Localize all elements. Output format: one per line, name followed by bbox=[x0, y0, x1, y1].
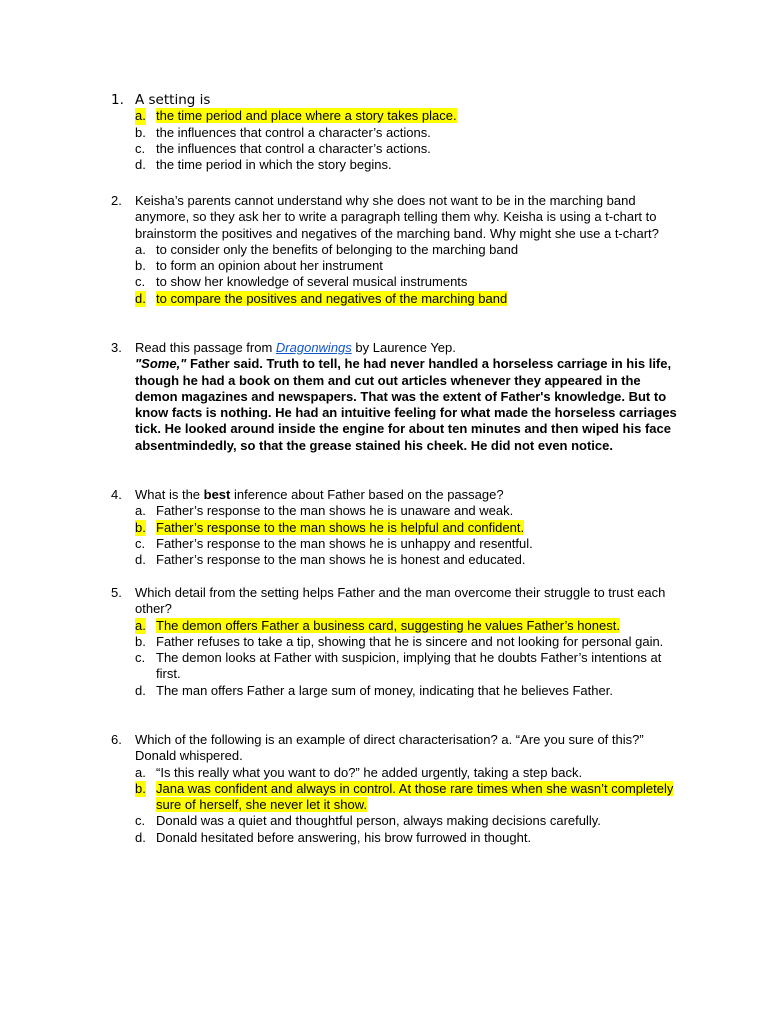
option-b bbox=[135, 781, 681, 814]
stem-text: What is the bbox=[135, 487, 204, 502]
stem-text-end: inference about Father based on the passage? bbox=[230, 487, 504, 502]
intro-text-author: by Laurence Yep. bbox=[351, 340, 456, 355]
option-list bbox=[135, 242, 681, 307]
question-stem bbox=[135, 340, 681, 356]
option-letter: d. bbox=[135, 829, 146, 845]
option-text: to show her knowledge of several musical instruments bbox=[156, 274, 468, 290]
option-text: Father’s response to the man shows he is unaware and weak. bbox=[156, 503, 514, 519]
option-letter: a. bbox=[135, 617, 146, 633]
option-b bbox=[135, 258, 681, 274]
question-number: 6. bbox=[111, 732, 122, 747]
option-d bbox=[135, 552, 681, 568]
option-a bbox=[135, 765, 681, 781]
intro-text: Read this passage from bbox=[135, 340, 276, 355]
option-text: Father’s response to the man shows he is helpful and confident. bbox=[156, 519, 525, 535]
option-letter: b. bbox=[135, 258, 146, 274]
option-c bbox=[135, 274, 681, 290]
option-b bbox=[135, 125, 681, 141]
option-letter: a. bbox=[135, 108, 146, 124]
option-letter: d. bbox=[135, 552, 146, 568]
option-list bbox=[135, 765, 681, 846]
question-number: 5. bbox=[111, 585, 122, 600]
option-letter: a. bbox=[135, 503, 146, 519]
passage-quote: "Some," bbox=[135, 356, 187, 372]
passage bbox=[135, 356, 681, 454]
question-stem bbox=[135, 487, 681, 503]
passage-text: Father said. Truth to tell, he had never handled a horseless carriage in his life, though he had a book on them and cut out articles whenever they appeared in the demon magazines and newspapers. That was the extent of Father's knowledge. But to know facts is nothing. He had an intuitive feeling for what made the horseless carriages tick. He looked around inside the engine for about ten minutes and then wiped his face absentmindedly, so that the grease stained his cheek. He did not even notice. bbox=[135, 356, 677, 453]
option-text: to form an opinion about her instrument bbox=[156, 258, 383, 274]
option-letter: d. bbox=[135, 290, 146, 306]
option-letter: c. bbox=[135, 140, 146, 156]
option-text: The demon offers Father a business card, suggesting he values Father’s honest. bbox=[156, 617, 620, 633]
question-6 bbox=[111, 732, 681, 846]
question-stem: Which of the following is an example of direct characterisation? a. “Are you sure of this?” Donald whispered. bbox=[135, 732, 644, 764]
stem-emphasis: best bbox=[203, 487, 231, 502]
option-letter: d. bbox=[135, 682, 146, 698]
option-c bbox=[135, 536, 681, 552]
option-a bbox=[135, 503, 681, 519]
question-number: 2. bbox=[111, 193, 122, 208]
option-letter: c. bbox=[135, 813, 146, 829]
option-list bbox=[135, 503, 681, 568]
question-5 bbox=[111, 585, 681, 699]
option-d bbox=[135, 157, 681, 173]
question-stem: Keisha’s parents cannot understand why she does not want to be in the marching band anymore, so they ask her to write a paragraph telling them why. Keisha is using a t-chart to brainstorm the positives and negatives of the marching band. Why might she use a t-chart? bbox=[135, 193, 659, 241]
option-letter: b. bbox=[135, 124, 146, 140]
option-letter: b. bbox=[135, 519, 146, 535]
option-d bbox=[135, 291, 681, 307]
option-text: the influences that control a character’s actions. bbox=[156, 140, 431, 156]
option-list bbox=[135, 108, 681, 173]
option-text: Jana was confident and always in control. At those rare times when she wasn’t completely sure of herself, she never let it show. bbox=[156, 780, 674, 813]
option-letter: d. bbox=[135, 157, 146, 173]
option-text: The demon looks at Father with suspicion, implying that he doubts Father’s intentions at first. bbox=[156, 650, 662, 682]
option-c bbox=[135, 141, 681, 157]
option-text: the time period in which the story begins. bbox=[156, 157, 392, 173]
option-text: the influences that control a character’s actions. bbox=[156, 124, 431, 140]
option-b bbox=[135, 634, 681, 650]
option-letter: c. bbox=[135, 274, 146, 290]
option-a bbox=[135, 108, 681, 124]
option-d bbox=[135, 830, 681, 846]
option-text: the time period and place where a story takes place. bbox=[156, 108, 457, 124]
question-3 bbox=[111, 340, 681, 454]
option-text: to consider only the benefits of belonging to the marching band bbox=[156, 241, 519, 257]
option-letter: a. bbox=[135, 241, 146, 257]
question-number: 3. bbox=[111, 340, 122, 355]
question-1 bbox=[111, 92, 681, 173]
option-d bbox=[135, 683, 681, 699]
option-list bbox=[135, 618, 681, 699]
question-4 bbox=[111, 487, 681, 568]
option-c bbox=[135, 813, 681, 829]
option-text: Donald was a quiet and thoughtful person, always making decisions carefully. bbox=[156, 813, 601, 829]
option-text: The man offers Father a large sum of money, indicating that he believes Father. bbox=[156, 682, 613, 698]
question-number: 1. bbox=[111, 92, 124, 108]
option-letter: c. bbox=[135, 535, 146, 551]
option-letter: a. bbox=[135, 764, 146, 780]
option-text: to compare the positives and negatives of the marching band bbox=[156, 290, 508, 306]
option-a bbox=[135, 618, 681, 634]
option-letter: b. bbox=[135, 633, 146, 649]
option-a bbox=[135, 242, 681, 258]
question-stem: A setting is bbox=[135, 92, 211, 108]
option-text: Father refuses to take a tip, showing that he is sincere and not looking for personal gain. bbox=[156, 633, 664, 649]
option-letter: b. bbox=[135, 780, 146, 796]
option-text: Father’s response to the man shows he is unhappy and resentful. bbox=[156, 535, 533, 551]
option-c bbox=[135, 650, 681, 683]
option-text: “Is this really what you want to do?” he added urgently, taking a step back. bbox=[156, 764, 583, 780]
option-text: Donald hesitated before answering, his brow furrowed in thought. bbox=[156, 829, 532, 845]
question-stem: Which detail from the setting helps Father and the man overcome their struggle to trust each other? bbox=[135, 585, 666, 617]
question-2 bbox=[111, 193, 681, 307]
question-number: 4. bbox=[111, 487, 122, 502]
option-letter: c. bbox=[135, 650, 146, 666]
option-text: Father’s response to the man shows he is honest and educated. bbox=[156, 552, 526, 568]
option-b bbox=[135, 520, 681, 536]
book-title-link[interactable]: Dragonwings bbox=[275, 340, 352, 355]
